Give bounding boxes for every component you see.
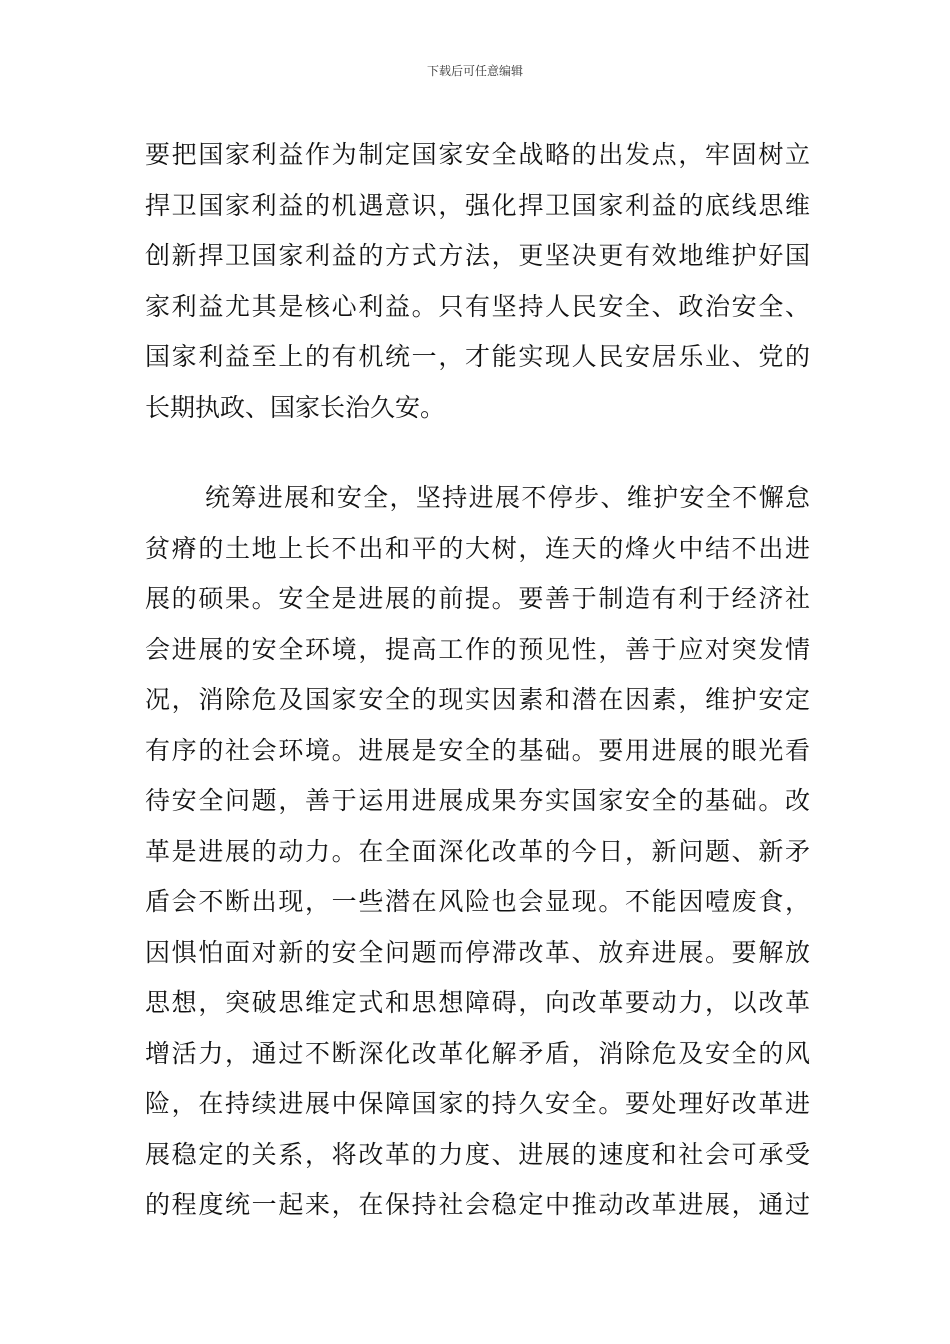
text-line: 有序的社会环境。进展是安全的基础。要用进展的眼光看 [145,735,810,765]
text-line: 盾会不断出现，一些潜在风险也会显现。不能因噎废食， [145,887,810,916]
text-line: 要把国家利益作为制定国家安全战略的出发点，牢固树立 [145,140,810,169]
text-line: 展稳定的关系，将改革的力度、进展的速度和社会可承受 [145,1139,810,1169]
paragraph-2 [145,473,810,1231]
text-line: 贫瘠的土地上长不出和平的大树，连天的烽火中结不出进 [145,533,810,563]
page-header: 下载后可任意编辑 [426,64,523,78]
text-line: 革是进展的动力。在全面深化改革的今日，新问题、新矛 [145,836,810,866]
text-line: 待安全问题，善于运用进展成果夯实国家安全的基础。改 [145,786,810,815]
text-line: 险，在持续进展中保障国家的持久安全。要处理好改革进 [145,1089,810,1118]
text-line: 况，消除危及国家安全的现实因素和潜在因素，维护安定 [145,685,810,714]
text-line: 的程度统一起来，在保持社会稳定中推动改革进展，通过 [145,1190,810,1219]
paragraph-1 [145,130,810,433]
text-line: 长期执政、国家长治久安。 [145,392,446,422]
text-line: 捍卫国家利益的机遇意识，强化捍卫国家利益的底线思维 [145,190,810,220]
text-line: 家利益尤其是核心利益。只有坚持人民安全、政治安全、 [145,291,810,321]
text-line: 创新捍卫国家利益的方式方法，更坚决更有效地维护好国 [145,241,810,270]
text-line: 会进展的安全环境，提高工作的预见性，善于应对突发情 [145,634,810,664]
text-line: 展的硕果。安全是进展的前提。要善于制造有利于经济社 [145,584,810,613]
text-line: 思想，突破思维定式和思想障碍，向改革要动力，以改革 [145,988,810,1017]
text-line: 统筹进展和安全，坚持进展不停步、维护安全不懈怠 [205,483,810,512]
text-line: 因惧怕面对新的安全问题而停滞改革、放弃进展。要解放 [145,937,810,967]
text-line: 国家利益至上的有机统一，才能实现人民安居乐业、党的 [145,342,810,371]
text-line: 增活力，通过不断深化改革化解矛盾，消除危及安全的风 [145,1038,810,1068]
